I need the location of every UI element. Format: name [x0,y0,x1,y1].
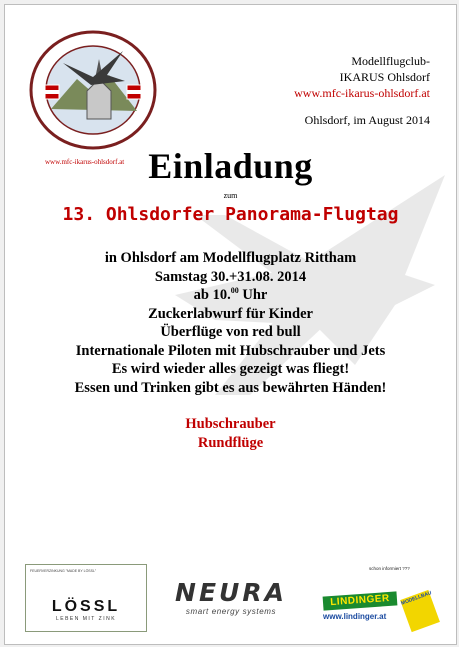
lindinger-note: schon informiert ??? [369,566,410,571]
place-date: Ohlsdorf, im August 2014 [304,113,430,127]
neura-tagline: smart energy systems [185,607,277,616]
details-date: Samstag 30.+31.08. 2014 [154,268,307,285]
details-pilots: Internationale Piloten mit Hubschrauber und Jets [75,342,386,359]
highlight-line2: Rundflüge [197,434,264,451]
organizer-name: Modellflugclub- [351,54,430,68]
time-minutes: 00 [230,286,239,296]
organizer-url-link[interactable]: www.mfc-ikarus-ohlsdorf.at [294,86,430,100]
details-candy-drop: Zuckerlabwurf für Kinder [148,305,313,322]
sponsor-lindinger-logo [317,564,443,630]
loessl-header: FEUERVERZINKUNG "MADE BY LÖSSL" [30,569,97,573]
event-name: 13. Ohlsdorfer Panorama-Flugtag [62,204,399,225]
invitation-page [4,4,457,645]
sponsor-bar [21,564,446,630]
small-url-link[interactable]: www.mfc-ikarus-ohlsdorf.at [45,158,125,166]
time-suffix: Uhr [238,287,268,303]
organizer-location: IKARUS Ohlsdorf [339,70,430,84]
lindinger-url: www.lindinger.at [323,612,387,621]
sponsor-neura-logo [161,576,301,620]
lindinger-badge: MODELLBAU [400,590,440,632]
sponsor-loessl-logo [25,564,147,632]
highlight-line1: Hubschrauber [185,416,276,432]
helicopter-highlight [5,415,456,452]
zum-label: zum [223,191,238,200]
details-time [5,286,456,305]
details-location: in Ohlsdorf am Modellflugplatz Rittham [104,250,357,266]
event-details [5,249,456,397]
organizer-block [294,53,430,101]
details-flyovers: Überflüge von red bull [160,324,301,340]
club-logo [27,29,159,151]
neura-name: NEURA [175,578,287,607]
details-food: Essen und Trinken gibt es aus bewährten Händen! [74,379,387,396]
loessl-tagline: LEBEN MIT ZINK [55,616,117,622]
time-prefix: ab 10. [193,287,231,303]
page-title: Einladung [148,146,313,186]
lindinger-name: LINDINGER [323,591,398,610]
loessl-name: LÖSSL [51,598,121,615]
details-everything-flies: Es wird wieder alles gezeigt was fliegt! [111,361,350,377]
